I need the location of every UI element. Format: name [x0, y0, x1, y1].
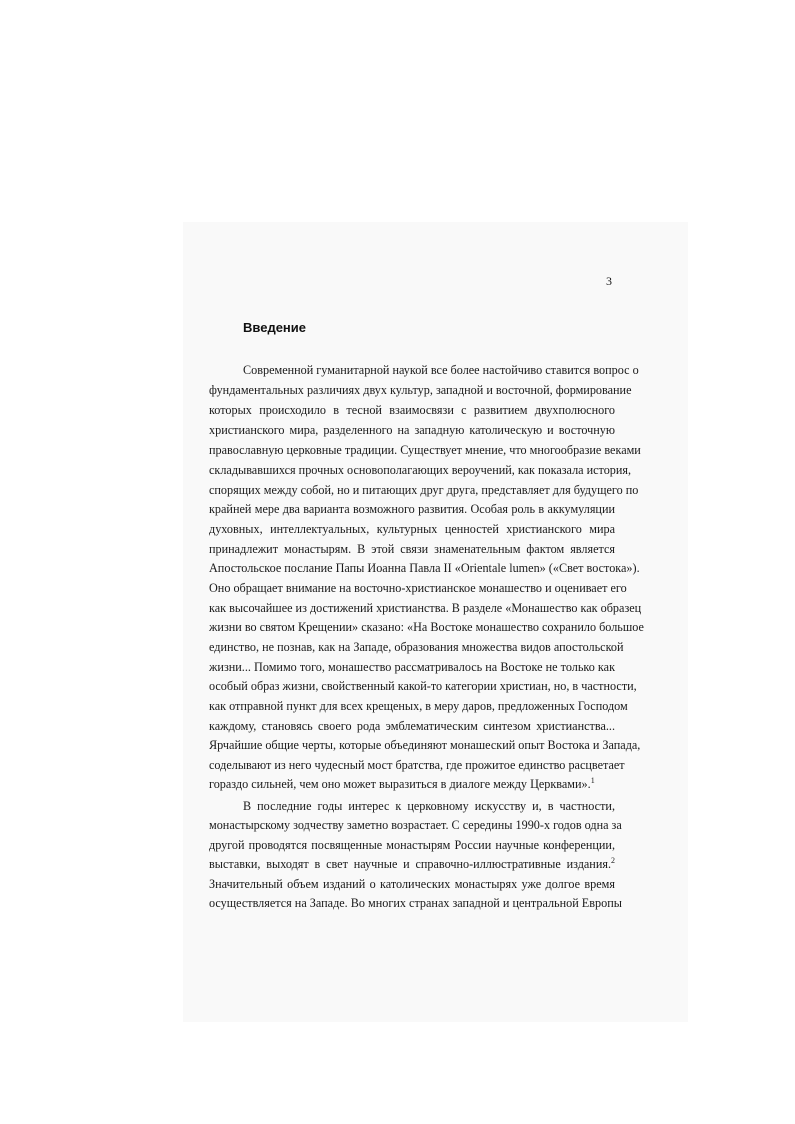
text-line: Современной гуманитарной наукой все более настойчиво ставится вопрос о	[243, 363, 639, 377]
text-line: жизни... Помимо того, монашество рассматривалось на Востоке не только как	[209, 660, 615, 674]
text-line: как отправной пункт для всех крещеных, в меру даров, предложенных Господом	[209, 699, 628, 713]
text-line: православную церковные традиции. Существует мнение, что многообразие веками	[209, 443, 641, 457]
text-line	[209, 855, 615, 874]
text-line: крайней мере два варианта возможного развития. Особая роль в аккумуляции	[209, 502, 615, 516]
text-line: В последние годы интерес к церковному искусству и, в частности,	[243, 799, 615, 813]
text-line: Апостольское послание Папы Иоанна Павла II «Orientale lumen» («Свет востока»).	[209, 561, 640, 575]
text-line: соделывают из него чудесный мост братства, где прожитое единство расцветает	[209, 758, 625, 772]
text-line: Ярчайшие общие черты, которые объединяют монашеский опыт Востока и Запада,	[209, 738, 641, 752]
page-number: 3	[606, 274, 612, 288]
text-line: осуществляется на Западе. Во многих странах западной и центральной Европы	[209, 896, 622, 910]
footnote-ref-1: 1	[590, 775, 595, 785]
text-line: христианского мира, разделенного на западную католическую и восточную	[209, 423, 615, 437]
text-line: складывавшихся прочных основополагающих вероучений, как показала история,	[209, 463, 632, 477]
text-line: которых происходило в тесной взаимосвязи с развитием двухполюсного	[209, 403, 615, 417]
text-line: монастырскому зодчеству заметно возрастает. С середины 1990-х годов одна за	[209, 818, 622, 832]
text-line: особый образ жизни, свойственный какой-то категории христиан, но, в частности,	[209, 679, 637, 693]
text-line: каждому, становясь своего рода эмблематическим синтезом христианства...	[209, 719, 615, 733]
text-line: фундаментальных различиях двух культур, западной и восточной, формирование	[209, 383, 632, 397]
text-line: Оно обращает внимание на восточно-христианское монашество и оценивает его	[209, 581, 627, 595]
text-line: жизни во святом Крещении» сказано: «На Востоке монашество сохранило большое	[209, 620, 644, 634]
text-line: как высочайшее из достижений христианства. В разделе «Монашество как образец	[209, 601, 642, 615]
footnote-ref-2: 2	[611, 855, 615, 865]
text-line: духовных, интеллектуальных, культурных ценностей христианского мира	[209, 522, 615, 536]
text-line-content: выставки, выходят в свет научные и справочно-иллюстративные издания.	[209, 857, 611, 871]
text-line: принадлежит монастырям. В этой связи знаменательным фактом является	[209, 542, 615, 556]
section-heading: Введение	[243, 320, 306, 335]
text-line: Значительный объем изданий о католических монастырях уже долгое время	[209, 877, 615, 891]
text-line: спорящих между собой, но и питающих друг друга, представляет для будущего по	[209, 483, 639, 497]
text-line: единство, не познав, как на Западе, образования множества видов апостольской	[209, 640, 624, 654]
text-line-content: гораздо сильней, чем оно может выразиться в диалоге между Церквами».	[209, 777, 591, 791]
text-line: другой проводятся посвященные монастырям России научные конференции,	[209, 838, 615, 852]
text-line	[209, 775, 615, 794]
